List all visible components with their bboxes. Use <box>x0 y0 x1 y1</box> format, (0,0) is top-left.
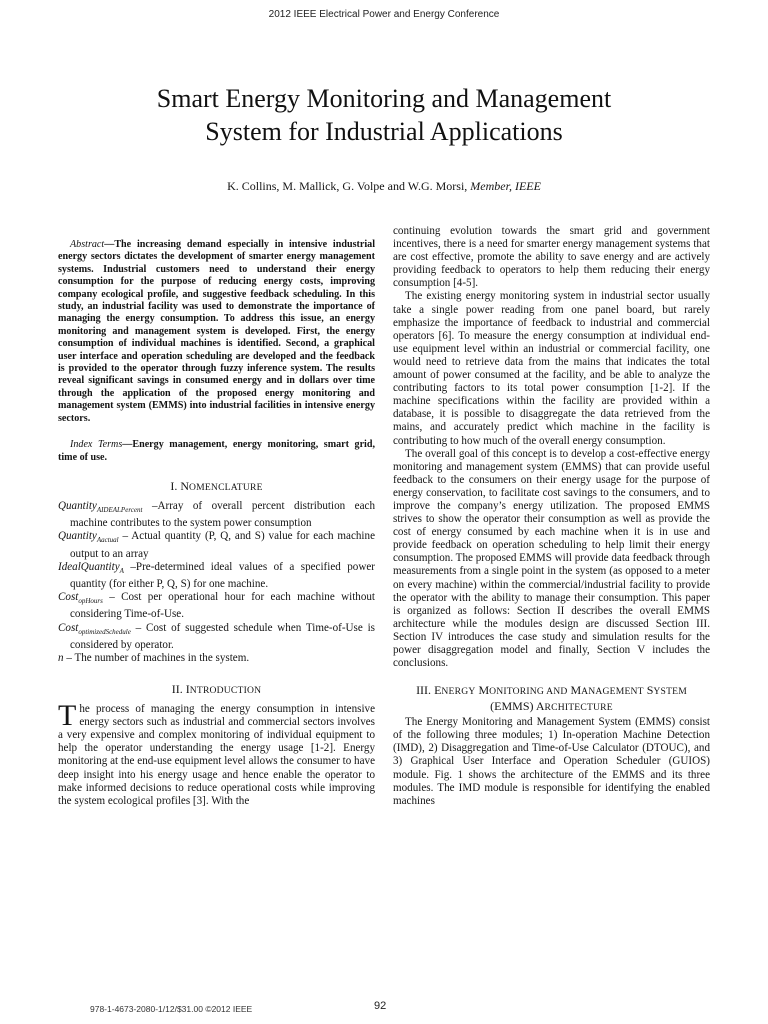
title-line-1: Smart Energy Monitoring and Management <box>156 84 612 113</box>
nomenclature-description: –Pre-determined ideal values of a specified power quantity (for either P, Q, S) for one machine. <box>70 560 375 591</box>
nomenclature-description: – Actual quantity (P, Q, and S) value for each machine output to an array <box>70 530 375 560</box>
nomenclature-symbol: Quantity$_{Aactual}$ <box>58 530 119 545</box>
page-number: 92 <box>374 1000 387 1012</box>
nomenclature-item <box>58 500 375 530</box>
section-title-rest: ONITORING AND <box>489 686 568 698</box>
nomenclature-description: – The number of machines in the system. <box>63 651 250 664</box>
nomenclature-symbol: Quantity$_{AIDEALPercent}$ <box>58 499 143 515</box>
section-title-rest: RCHITECTURE <box>544 702 613 714</box>
intro-paragraph-1-continued: continuing evolution towards the smart grid and government incentives, there is a need for smarter energy management systems that are cost effective, promote the ability to save energy and are actively providing feedback to operators to help them reducing their energy consumption [4-5]. <box>393 225 710 290</box>
section-title-rest: NTRODUCTION <box>189 685 262 697</box>
author-line <box>0 179 768 194</box>
conference-header: 2012 IEEE Electrical Power and Energy Conference <box>268 9 500 20</box>
section-heading-nomenclature <box>58 479 375 495</box>
section-title-first: E <box>434 683 442 698</box>
nomenclature-symbol: IdealQuantity$_A$ <box>58 560 124 575</box>
left-column <box>58 239 375 808</box>
intro-paragraph-1-text: he process of managing the energy consumption in intensive energy sectors such as industrial and commercial sectors involves a very expensive and complex monitoring of individual equipment to help the operator understanding the energy usage [1-2]. Energy monitoring at the end-use equipment level allows the consumer to have deep insight into his energy usage and hence enable the operator to make informed decisions to reduce operational costs while improving the system ecological profiles [3]. With the <box>58 703 375 807</box>
nomenclature-description: – Cost per operational hour for each machine without considering Time-of-Use. <box>70 591 375 621</box>
section-title-first: A <box>535 699 545 714</box>
intro-paragraph-2: The existing energy monitoring system in industrial sector usually take a single power reading from one panel board, but rarely emphasize the importance of feedback to industrial and commercial operators [6]. To measure the energy consumption at individual end-use equipment level within an industrial or commercial facility, one would need to retrieve data from the mains that indicates the total amount of power consumed at the facility, and be able to analyze the contributing factors to its total power consumption [1-2]. If the machine specifications within the facility are provided within a database, it is possible to disaggregate the data retrieved from the mains, and accurately predict which machine in the facility is contributing to how much of the overall energy consumption. <box>393 290 710 447</box>
abstract <box>58 239 375 425</box>
abstract-label: Abstract <box>70 239 105 250</box>
architecture-paragraph-1: The Energy Monitoring and Management System (EMMS) consist of the following three modules; 1) In-operation Machine Detection (IMD), 2) Disaggregation and Time-of-Use Calculator (DTOUC), and 3) Graphical User Interface and Operation Scheduler (GUIOS) module. Fig. 1 shows the architecture of the EMMS and its three modules. The IMD module is responsible for identifying the enabled machines <box>393 716 710 807</box>
section-title-rest: YSTEM <box>653 686 687 698</box>
section-heading-abbrev: (EMMS) <box>490 699 534 714</box>
nomenclature-item <box>58 561 375 591</box>
nomenclature-subscript: A <box>119 566 124 575</box>
author-affiliation: Member, IEEE <box>470 179 541 193</box>
section-heading-line-2 <box>393 699 710 715</box>
nomenclature-symbol: Cost$_{opHours}$ <box>58 591 103 606</box>
intro-paragraph-1 <box>58 699 375 808</box>
section-title-rest: NERGY <box>441 686 476 698</box>
index-terms-text: —Energy management, energy monitoring, smart grid, time of use. <box>58 439 375 463</box>
section-title-first: I <box>185 682 190 697</box>
section-title-rest: ANAGEMENT <box>581 686 644 698</box>
index-terms <box>58 439 375 464</box>
nomenclature-item <box>58 622 375 652</box>
paper-title <box>60 82 708 148</box>
right-column <box>393 225 710 808</box>
author-names: K. Collins, M. Mallick, G. Volpe and W.G. Morsi, <box>227 179 468 193</box>
nomenclature-subscript: AIDEALPercent <box>96 506 143 515</box>
abstract-text: —The increasing demand especially in intensive industrial energy sectors dictates the development of smarter energy management systems. Industrial customers need to understand their energy consumption for the purpose of reducing energy costs, improving company ecological profile, and suggestive feedback scheduling. In this study, an industrial facility was used to demonstrate the importance of managing the energy consumption. To address this issue, an energy monitoring and management system is developed. First, the energy consumption of individual machines is identified. Second, a graphical user interface and operation scheduling are developed and the feedback is provided to the operator through fuzzy inference system. The results reveal significant savings in consumed energy and in dollars over time through the application of the proposed energy monitoring and management system (EMMS) into industrial facilities in intensive energy sectors. <box>58 239 375 424</box>
nomenclature-symbol: n <box>58 651 64 664</box>
section-number: I. <box>170 478 178 493</box>
section-number: II. <box>171 682 183 697</box>
section-heading-line-1 <box>393 683 710 699</box>
section-title-first: M <box>570 683 582 698</box>
nomenclature-subscript: Aactual <box>96 536 119 545</box>
section-title-first: N <box>180 478 190 493</box>
nomenclature-item <box>58 652 375 665</box>
section-title-first: M <box>478 683 490 698</box>
section-number: III. <box>416 683 432 698</box>
section-title-first: S <box>646 683 654 698</box>
footer-isbn: 978-1-4673-2080-1/12/$31.00 ©2012 IEEE <box>90 1004 253 1014</box>
nomenclature-description: –Array of overall percent distribution each machine contributes to the system power consumption <box>70 499 375 530</box>
nomenclature-item <box>58 591 375 621</box>
nomenclature-item <box>58 530 375 560</box>
nomenclature-description: – Cost of suggested schedule when Time-of-Use is considered by operator. <box>70 621 375 651</box>
section-title-rest: OMENCLATURE <box>189 481 263 493</box>
drop-cap: T <box>58 699 77 733</box>
nomenclature-subscript: optimizedSchedule <box>78 627 131 636</box>
index-terms-label: Index Terms <box>70 439 123 451</box>
section-heading-architecture <box>393 683 710 715</box>
title-line-2: System for Industrial Applications <box>205 117 563 146</box>
nomenclature-list <box>58 500 375 665</box>
nomenclature-subscript: opHours <box>78 597 103 606</box>
nomenclature-symbol: Cost$_{optimizedSchedule}$ <box>58 621 131 636</box>
section-heading-introduction <box>58 682 375 698</box>
intro-paragraph-3: The overall goal of this concept is to develop a cost-effective energy monitoring and management system (EMMS) that can provide useful feedback to the consumers on their energy usage for the purpose of energy conservation, to facilitate cost savings to the consumers, and to improve the company’s energy utilization. The proposed EMMS strives to show the operator their consumption as well as provide the cost of energy consumed by each machine when it is in use and provide feedback on operation scheduling to help limit their energy consumption. The proposed EMMS will provide data feedback through measurements from a single point in the system (as opposed to a meter on every machine) within the commercial/industrial facility to provide the operator with the ability to manage their consumption. This paper is organized as follows: Section II describes the overall EMMS architecture while the modules design are discussed Section III. Section IV introduces the case study and simulation results for the power disaggregation model and finally, Section V includes the conclusions. <box>393 447 710 670</box>
